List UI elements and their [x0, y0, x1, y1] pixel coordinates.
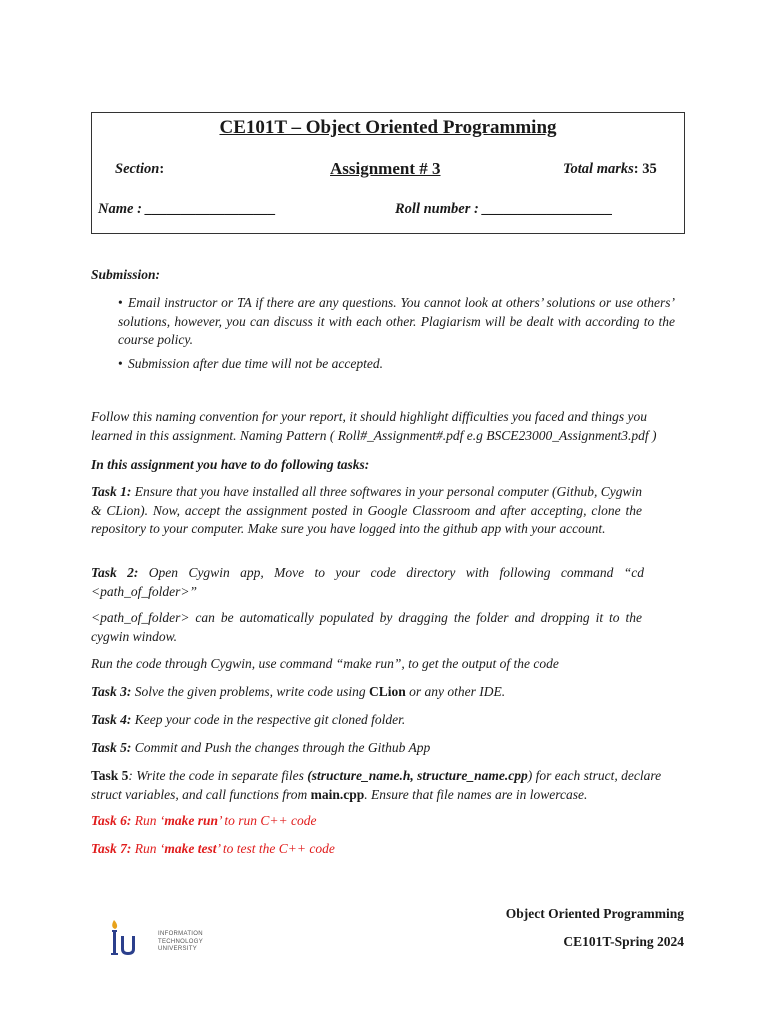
- name-field: [98, 201, 276, 218]
- logo-text: [158, 931, 203, 954]
- task-7-label: Task 7:: [91, 841, 132, 856]
- task-3-post: or any other IDE.: [405, 684, 506, 699]
- section-field: [115, 161, 164, 178]
- bullet-icon: •: [118, 356, 123, 371]
- university-logo: [106, 917, 206, 965]
- task-2: [91, 564, 644, 601]
- task-3-pre: Solve the given problems, write code using: [131, 684, 369, 699]
- task-5b-main: main.cpp: [310, 786, 365, 802]
- submission-heading: Submission:: [91, 267, 161, 282]
- task-6-pre: Run ‘: [131, 813, 165, 828]
- task-4-label: Task 4:: [91, 712, 132, 727]
- task-1: [91, 483, 642, 539]
- task-5: [91, 739, 681, 758]
- task-4: [91, 711, 681, 730]
- task-3-label: Task 3:: [91, 684, 132, 699]
- logo-text-line-2: TECHNOLOGY: [158, 938, 204, 945]
- task-7-cmd: make test: [164, 841, 217, 856]
- naming-convention: Follow this naming convention for your report, it should highlight difficulties you faced and things you learned in this assignment. Naming Pattern ( Roll#_Assignment#.pdf e.g BSCE23000_Assignment3.pdf ): [91, 409, 657, 443]
- course-title: CE101T – Object Oriented Programming: [219, 117, 557, 138]
- task-6-post: ’ to run C++ code: [218, 813, 317, 828]
- task-7: [91, 840, 681, 859]
- task-7-post: ’ to test the C++ code: [216, 841, 335, 856]
- bullet-icon: •: [118, 295, 123, 310]
- task-5-label: Task 5:: [91, 740, 132, 755]
- task-1-text: Ensure that you have installed all three softwares in your personal computer (Github, Cygwin & CLion). Now, accept the assignment posted in Google Classroom and after accepting, clone the repository to your computer. Make sure you have logged into the github app with your account.: [91, 484, 642, 536]
- task-6: [91, 812, 681, 831]
- task-4-text: Keep your code in the respective git cloned folder.: [131, 712, 406, 727]
- task-5b-label: Task 5: [91, 768, 129, 783]
- roll-number-blank: : __________________: [470, 201, 613, 217]
- header-row-1: [92, 161, 684, 183]
- total-marks: [563, 161, 657, 178]
- task-7-pre: Run ‘: [131, 841, 165, 856]
- tasks-intro: In this assignment you have to do following tasks:: [91, 457, 370, 472]
- name-blank: : __________________: [133, 201, 277, 217]
- task-2-run: Run the code through Cygwin, use command “make run”, to get the output of the code: [91, 656, 559, 671]
- task-3: [91, 683, 681, 702]
- task-5-text: Commit and Push the changes through the Github App: [131, 740, 431, 755]
- section-colon: :: [159, 161, 165, 177]
- submission-bullet-2: [118, 355, 675, 374]
- task-2-label: Task 2:: [91, 565, 139, 580]
- bullet-1-text: Email instructor or TA if there are any questions. You cannot look at others’ solutions or use others’ solutions, however, you can discuss it with each other. Plagiarism will be dealt with according to the course policy.: [118, 295, 675, 347]
- task-6-label: Task 6:: [91, 813, 132, 828]
- logo-text-line-1: INFORMATION: [158, 931, 203, 937]
- submission-bullet-1: [118, 294, 675, 350]
- name-label: Name: [98, 201, 134, 217]
- total-marks-label: Total marks: [563, 161, 634, 177]
- task-5b-pre: : Write the code in separate files: [128, 768, 308, 783]
- task-3-ide: CLion: [368, 684, 406, 699]
- task-2-text: Open Cygwin app, Move to your code directory with following command “cd <path_of_folder>”: [91, 565, 644, 599]
- roll-number-field: [395, 201, 613, 218]
- itu-logo-icon: [106, 917, 150, 965]
- bullet-2-text: Submission after due time will not be accepted.: [128, 356, 383, 371]
- section-label: Section: [115, 161, 160, 177]
- task-1-label: Task 1:: [91, 484, 132, 499]
- task-5-files: [91, 767, 681, 804]
- task-5b-mid: ) for each struct, declare struct variables, and call functions from: [91, 768, 662, 802]
- footer-course-name: Object Oriented Programming: [505, 906, 684, 921]
- header-box: [91, 112, 685, 234]
- total-marks-value: : 35: [633, 161, 657, 177]
- task-6-cmd: make run: [164, 813, 219, 828]
- task-5b-files: (structure_name.h, structure_name.cpp: [307, 768, 528, 783]
- task-5b-post: . Ensure that file names are in lowercase.: [364, 786, 588, 802]
- roll-number-label: Roll number: [395, 201, 471, 217]
- footer-course-term: CE101T-Spring 2024: [563, 934, 684, 949]
- logo-text-line-3: UNIVERSITY: [158, 946, 198, 952]
- assignment-number: Assignment # 3: [330, 159, 441, 178]
- task-2-note: <path_of_folder> can be automatically populated by dragging the folder and dropping it to the cygwin window.: [91, 610, 642, 644]
